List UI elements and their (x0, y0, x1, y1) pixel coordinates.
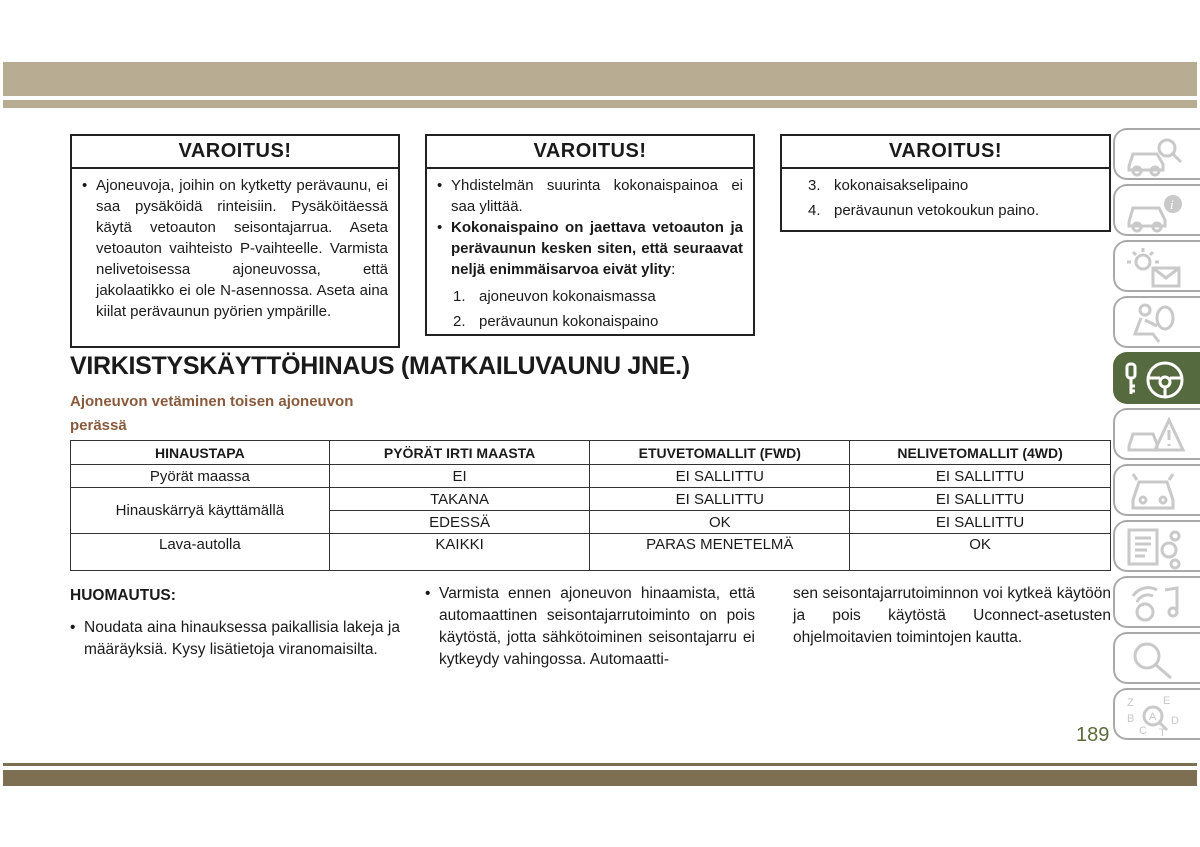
warning-text: Ajoneuvoja, joihin on kytketty perävaunu, ei saa pysäköidä rinteisiin. Pysäköitäessä käytä vetoauton seisontajarrua. Aseta vetoauton vaihteisto P-vaihteelle. Varmista nelivetoisessa ajoneuvossa, että jakolaatikko ei ole N-asennossa. Aseta aina kiilat perävaunun pyörien ympärille. (96, 177, 388, 320)
car-warning-triangle-icon (1123, 414, 1187, 458)
table-row (71, 465, 1111, 488)
page-number: 189 (1076, 724, 1110, 746)
warning-bold-text: Kokonaispaino on jaettava vetoauton ja perävaunun kesken siten, että seuraavat neljä enimmäisarvoa eivät ylity (451, 219, 743, 278)
car-info-icon (1123, 190, 1187, 234)
list-item: 4. perävaunun vetokoukun paino. (808, 202, 1040, 219)
section-title: VIRKISTYSKÄYTTÖHINAUS (MATKAILUVAUNU JNE.) (70, 352, 690, 380)
tab-car-info[interactable] (1113, 184, 1200, 236)
table-cell: OK (590, 511, 850, 534)
note-text: Noudata aina hinauksessa paikallisia lakeja ja määräyksiä. Kysy lisätietoja viranomaisilta. (84, 619, 400, 658)
table-header: HINAUSTAPA (71, 441, 330, 465)
tab-multimedia[interactable] (1113, 576, 1200, 628)
multimedia-icon (1123, 582, 1187, 626)
table-cell: EI SALLITTU (850, 511, 1111, 534)
warning-title: VAROITUS! (427, 136, 753, 169)
table-cell: EI SALLITTU (850, 488, 1111, 511)
svg-text:A: A (1149, 711, 1157, 723)
alphabetical-index-icon (1123, 694, 1187, 738)
tab-service[interactable] (1113, 464, 1200, 516)
warning-box-1 (70, 134, 400, 348)
table-cell: Pyörät maassa (71, 465, 330, 488)
table-row (71, 488, 1111, 511)
subsection-title: Ajoneuvon vetäminen toisen ajoneuvon perässä (70, 393, 354, 434)
table-cell: Hinauskärryä käyttämällä (71, 488, 330, 534)
table-cell: KAIKKI (329, 534, 590, 571)
svg-text:E: E (1163, 695, 1171, 707)
warning-text-end: : (671, 261, 676, 278)
list-item: 2. perävaunun kokonaispaino (453, 313, 659, 330)
airbag-seat-icon (1123, 302, 1187, 346)
footer-rule (3, 763, 1197, 766)
svg-text:C: C (1139, 725, 1147, 737)
note-text: Varmista ennen ajoneuvon hinaamista, että automaattinen seisontajarrutoiminto on pois käytöstä, jotta sähkötoiminen seisontajarru ei kytkeydy vahingossa. Automaatti- (439, 585, 755, 668)
table-row (71, 534, 1111, 571)
header-band (3, 62, 1197, 96)
tab-emergency[interactable] (1113, 408, 1200, 460)
specifications-gear-icon (1123, 526, 1187, 570)
note-column-2 (425, 583, 755, 671)
table-header-row (71, 441, 1111, 465)
key-steering-wheel-icon (1123, 358, 1189, 402)
tab-index[interactable] (1113, 688, 1200, 740)
warning-bullet: • Ajoneuvoja, joihin on kytketty perävaunu, ei saa pysäköidä rinteisiin. Pysäköitäessä käytä vetoauton seisontajarrua. Aseta vetoauton vaihteisto P-vaihteelle. Varmista nelivetoisessa ajoneuvossa, että jakolaatikko ei ole N-asennossa. Aseta aina kiilat perävaunun pyörien ympärille. (82, 177, 388, 320)
table-header: ETUVETOMALLIT (FWD) (590, 441, 850, 465)
tab-specifications[interactable] (1113, 520, 1200, 572)
svg-text:D: D (1171, 715, 1179, 727)
car-service-icon (1123, 470, 1187, 514)
search-index-icon (1123, 638, 1187, 682)
note-continuation: sen seisontajarrutoiminnon voi kytkeä käytöön ja pois käytöstä Uconnect-asetusten ohjelmoitavien toimintojen kautta. (793, 585, 1111, 646)
warning-title: VAROITUS! (782, 136, 1109, 169)
svg-text:Z: Z (1127, 697, 1134, 709)
table-cell: EDESSÄ (329, 511, 590, 534)
note-bullet: • Varmista ennen ajoneuvon hinaamista, että automaattinen seisontajarrutoiminto on pois käytöstä, jotta sähkötoiminen seisontajarru ei kytkeydy vahingossa. Automaatti- (425, 583, 755, 671)
warning-text: Yhdistelmän suurinta kokonaispainoa ei saa ylittää. (451, 177, 743, 215)
svg-text:i: i (1170, 197, 1174, 212)
tab-starting-operating[interactable] (1113, 352, 1200, 404)
table-header: PYÖRÄT IRTI MAASTA (329, 441, 590, 465)
warning-box-2 (425, 134, 755, 336)
list-item: 1. ajoneuvon kokonaismassa (453, 288, 656, 305)
warning-bullet: • Kokonaispaino on jaettava vetoauton ja perävaunun kesken siten, että seuraavat neljä enimmäisarvoa eivät ylity: (437, 219, 743, 278)
header-rule (3, 100, 1197, 108)
warning-bullet: • Yhdistelmän suurinta kokonaispainoa ei saa ylittää. (437, 177, 743, 215)
warning-box-3 (780, 134, 1111, 232)
car-magnifier-icon (1123, 134, 1187, 178)
tab-car-magnifier[interactable] (1113, 128, 1200, 180)
towing-table (70, 440, 1111, 571)
svg-text:B: B (1127, 713, 1135, 725)
note-column-3 (793, 583, 1111, 649)
footer-band (3, 770, 1197, 786)
note-title: HUOMAUTUS: (70, 587, 176, 604)
table-cell: OK (850, 534, 1111, 571)
svg-text:T: T (1159, 727, 1166, 738)
tab-warning-lights[interactable] (1113, 240, 1200, 292)
table-cell: EI SALLITTU (590, 465, 850, 488)
table-cell: PARAS MENETELMÄ (590, 534, 850, 571)
table-cell: Lava-autolla (71, 534, 330, 571)
table-header: NELIVETOMALLIT (4WD) (850, 441, 1111, 465)
table-cell: EI (329, 465, 590, 488)
warning-lights-message-icon (1123, 246, 1187, 290)
tab-airbag[interactable] (1113, 296, 1200, 348)
note-column-1 (70, 585, 400, 661)
table-cell: TAKANA (329, 488, 590, 511)
table-cell: EI SALLITTU (590, 488, 850, 511)
list-item: 3. kokonaisakselipaino (808, 177, 969, 194)
table-cell: EI SALLITTU (850, 465, 1111, 488)
tab-search[interactable] (1113, 632, 1200, 684)
warning-title: VAROITUS! (72, 136, 398, 169)
note-bullet: • Noudata aina hinauksessa paikallisia lakeja ja määräyksiä. Kysy lisätietoja viranomaisilta. (70, 617, 400, 661)
